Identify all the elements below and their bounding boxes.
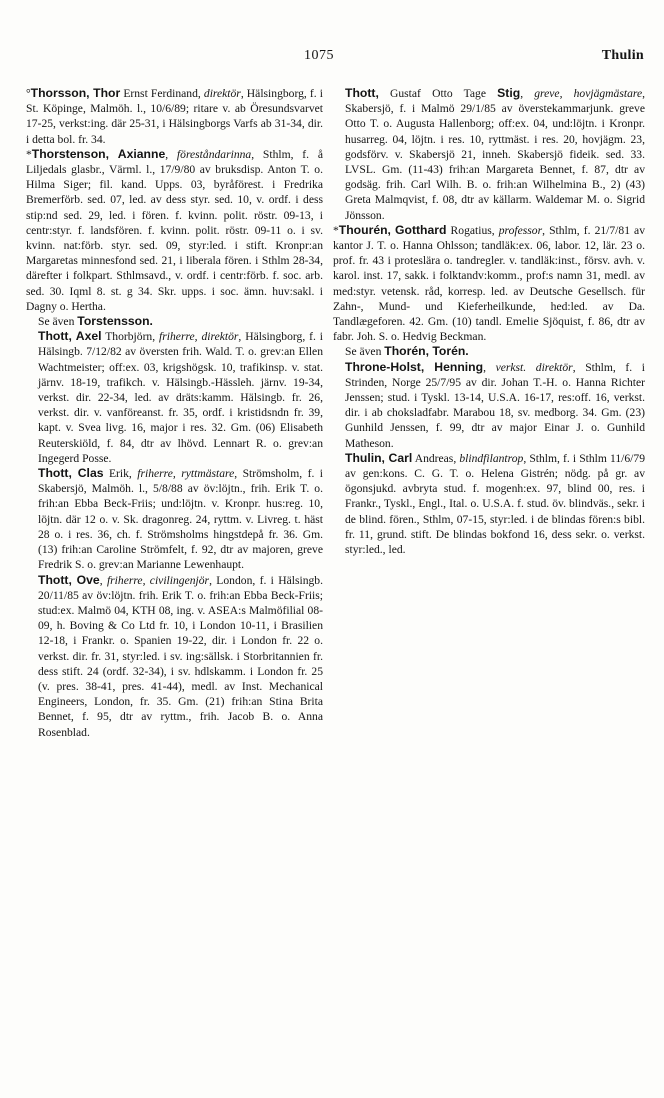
- entry-given-names: Ernst Ferdinand,: [120, 87, 204, 100]
- entry-title: professor: [498, 223, 543, 237]
- entry-thott-ove: [26, 573, 323, 740]
- entry-thorstenson: [26, 147, 323, 314]
- entry-given-names: Erik,: [103, 467, 138, 481]
- entry-headword: Thorsson, Thor: [30, 86, 121, 100]
- entry-title: greve, hovjägmästare: [534, 87, 643, 100]
- entry-headword: Thulin, Carl: [345, 450, 413, 465]
- entry-headword: Thott, Axel: [38, 329, 102, 344]
- entry-headword: Thott,: [345, 86, 379, 100]
- see-also-label: Se även: [38, 315, 78, 329]
- entry-title: verkst. direktör: [495, 360, 573, 374]
- entry-title: friherre, direktör: [159, 330, 239, 344]
- see-also-torstensson: [26, 314, 323, 329]
- entry-text: , Hälsingborg, f. i Hälsingb. 7/12/82 av översten frih. Wald. T. o. grev:an Ellen Wachtmeister; off:ex. 03, krigshögsk. 10, trafikinsp. v. stat. järnv. 18-19, trafikch. v. Hälsingb.-Hässleh. järnv. 19-34, verkst. dir. 22-34, led. av dräts:kamm. Hälsingb. fr. 26, verkst. dir. v. vanföreanst. fr. 35, ordf. i kristidsndn fr. 39, kapt. v. Svea livg. 16, major i res. 32. Gm. (06) Elisabeth Reuterskiöld, f. 84, dtr av lhövd. Lennart R. o. grev:an Ingegerd Posse.: [38, 330, 324, 465]
- entry-headword-callname: Stig: [497, 86, 521, 100]
- entry-given-names: Thorbjörn,: [101, 330, 160, 344]
- entry-text: , Sthlm, f. å Liljedals glasbr., Värml. l., 17/9/80 av bruksdisp. Anton T. o. Hilma Siger; fil. kand. Upps. 03, byråförest. i Fredrika Bremerförb. sed. 07, led. av dess styr. sed. 10, v. ordf. i dess stip:nd sed. 29, led. i fören. f. kvinn. polit. röstr. 09-13, i centr:styr. f. landsfören. f. kvinn. polit. röstr. 09-11 o. i sv. kvinn. nat:förb. styr. sed. 09, styr:led. i stift. Kronpr:an Margaretas minnesfond sed. 21, i liberala fören. i Sthlm 28-34, därefter i folkpart. Sthlmsavd., v. ordf. i centr:förb. f. soc. arb. sed. 30. Iqml 8. st. g 34. Skr. upps. i soc. ämn. huv:sakl. i Dagny o. Hertha.: [26, 147, 323, 313]
- entry-prefix: *: [26, 147, 32, 161]
- right-column: [333, 86, 645, 557]
- entry-throne-holst: [333, 360, 645, 451]
- see-also-label: Se även: [345, 345, 385, 359]
- entry-text: , Strömsholm, f. i Skabersjö, Malmöh. l., 5/8/88 av öv:löjtn., frih. Erik T. o. frih:an Ebba Beck-Friis; und:löjtn. v. Kronpr. hus:reg. 10, löjtn. där 12 o. v. Sk. dragonreg. 24, ryttm. v. Livreg. t. häst 28 o. i res. 36, ch. f. Strömsholms hingstdepå fr. 36. Gm. (13) frih:an Caroline Strömfelt, f. 92, dtr av majoren, greve Fredrik S. o. grev:an Marianne Lewenhaupt.: [38, 467, 324, 572]
- entry-text: , Sthlm, f. 21/7/81 av kantor J. T. o. Hanna Ohlsson; tandläk:ex. 06, labor. 12, lär. 23 o. prof. fr. 43 i proteslära o. tandregler. v. tandläk:inst., försv. avh. v. karol. inst. 17, sakk. i folktandv:komm., prof:s namn 31, medl. av med:styr. vetensk. råd, korresp. led. av Deutsche Gesellsch. für Zahn-, Mund- und Kieferheilkunde, hed:led. av Da. Tandlægeforen. 42. Gm. (10) tandl. Emelie Sjöquist, f. 86, dtr av fabr. Joh. S. o. Hedvig Beckman.: [333, 223, 646, 344]
- entry-text: , London, f. i Hälsingb. 20/11/85 av öv:löjtn. frih. Erik T. o. frih:an Ebba Beck-Friis; stud:ex. Malmö 04, KTH 08, ing. v. ASEA:s Malmöfilial 08-09, h. Boving & Co Ltd fr. 10, i London 10-11, i Brasilien 12-18, i Frankr. o. Spanien 19-22, dir. i London fr. 22 o. verkst. dir. fr. 31, styr:led. i sv. ing:sällsk. i Storbritannien fr. dess stift. 24 (ordf. 32-34), i sv. hdlskamm. i London fr. 25 (v. pres. 38-41, pres. 41-44), medl. av Inst. Mechanical Engineers, London, fr. 35. Gm. (21) frih:an Stina Brita Bennet, f. 95, dtr av ryttm., frih. Jacob B. o. Anna Rosenblad.: [38, 573, 324, 739]
- entry-title: föreståndarinna: [176, 147, 252, 161]
- entry-text: , Sthlm, f. i Sthlm 11/6/79 av gen:kons. C. G. T. o. Helena Gistrén; nödg. på gr. av ögonsjukd. avbryta stud. f. mogenh:ex. 97, blind 00, res. i Frankr., Tyskl., Engl., Ital. o. U.S.A. f. stud. öv. blindväs., sekr. i de blind. fören., Sthlm, 07-15, styr:led. i de blindas fören:s bibl. fr. 11, grund. stift. De blindas bokfond 16, dess sekr. o. verkst. styr:led., led.: [345, 451, 645, 557]
- page-number: 1075: [304, 48, 334, 63]
- entry-prefix: *: [333, 223, 339, 237]
- entry-thott-stig: [333, 86, 645, 223]
- see-also-reference: Torstensson.: [77, 314, 153, 329]
- entry-thouren: [333, 223, 645, 345]
- entry-given-names: Rogatius,: [446, 223, 499, 237]
- entry-given-names: ,: [165, 147, 177, 161]
- entry-thulin: [333, 451, 645, 557]
- entry-title: friherre, civilingenjör: [106, 573, 210, 587]
- entry-prefix: °: [26, 87, 31, 100]
- entry-title: blindfilantrop: [459, 451, 524, 465]
- entry-title: direktör: [203, 87, 241, 100]
- entry-title: friherre, ryttmästare: [137, 467, 235, 481]
- entry-text: , Sthlm, f. i Strinden, Norge 25/7/95 av dir. Johan T.-H. o. Hanna Richter Jenssen; stud. i Tyskl. 13-14, U.S.A. 16-17, res:off. 16, verkst. dir. i ab choksladfabr. Marabou 18, sv. medborg. 34. Gm. (23) Gunhild Jenssen, f. 99, dtr av major Einar J. o. Gunhild Matheson.: [345, 360, 646, 450]
- entry-headword: Thott, Clas: [38, 466, 104, 481]
- entry-given-names: Gustaf Otto Tage: [378, 87, 498, 100]
- entry-headword: Throne-Holst, Henning: [345, 359, 484, 374]
- entry-thorsson: [26, 86, 323, 147]
- entry-text: , Hälsingborg, f. i St. Köpinge, Malmöh. l., 10/6/89; ritare v. ab Öresundsvarvet 17-25, verkst:ing. där 25-31, i Hälsingborgs Varfs ab 31-34, dir. i detta bol. fr. 34.: [26, 87, 323, 146]
- entry-headword: Thott, Ove: [38, 572, 100, 587]
- entry-headword-callname: Gotthard: [395, 222, 447, 237]
- entry-headword: Thourén,: [338, 222, 391, 237]
- entry-given-separator: ,: [520, 87, 535, 100]
- running-head-word: Thulin: [601, 48, 644, 63]
- entry-thott-axel: [26, 329, 323, 466]
- running-head: [0, 48, 664, 70]
- entry-text: , Skabersjö, f. i Malmö 29/1/85 av överstekammarjunk. greve Otto T. o. Augusta Hallenborg; off:ex. 04, und:löjtn. i Kronpr. husarreg. 04, löjtn. i res. 10, ryttmäst. i res. 20, hovjägm. 23, godsförv. v. Skabersjö 21, inneh. Skabersjö fideik. sed. 33. LVSL. Gm. (11-43) frih:an Margareta Bennet, f. 87, dtr av godsäg. frih. Carl Wilh. B. o. frih:an Wilhelmina B., 2) (43) Greta Malmqvist, f. 08, dtr av källarm. Waldemar M. o. Sigrid Jönsson.: [345, 87, 646, 222]
- entry-headword: Thorstenson, Axianne: [31, 146, 166, 161]
- left-column: [26, 86, 323, 740]
- entry-given-names: ,: [99, 573, 107, 587]
- entry-given-names: Andreas,: [412, 451, 460, 465]
- entry-given-separator: ,: [483, 360, 496, 374]
- see-also-reference: Thorén, Torén.: [384, 344, 469, 359]
- entry-thott-clas: [26, 466, 323, 572]
- see-also-thoren: [333, 344, 645, 359]
